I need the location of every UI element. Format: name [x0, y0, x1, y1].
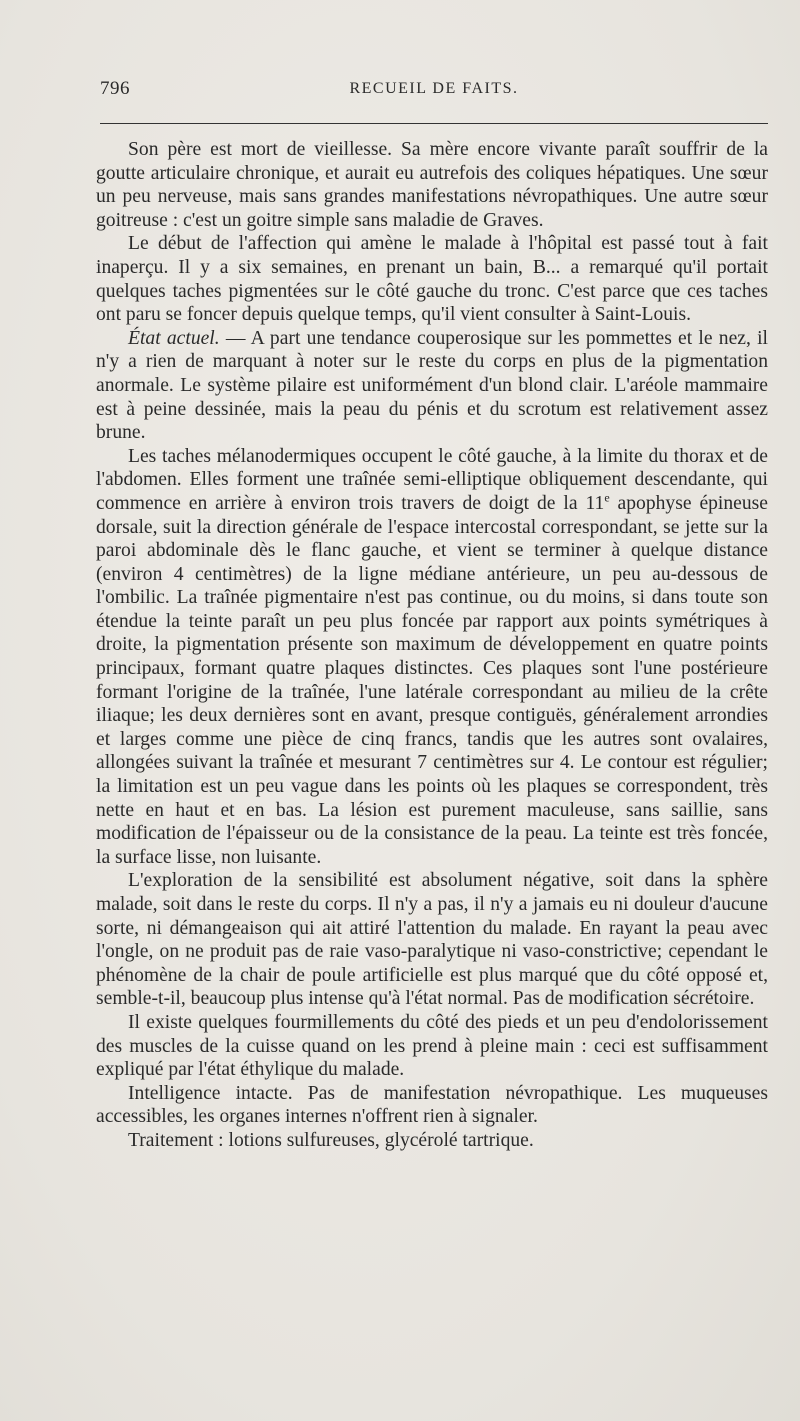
current-state-text: — A part une tendance couperosique sur les pommettes et le nez, il n'y a rien de marquant à noter sur le reste du corps en plus de la pigmentation anormale. Le système pilaire est uniformément d'un blond clair. L'aréole mammaire est à peine dessinée, mais la peau du pénis et du scrotum est relativement assez brune.: [96, 327, 768, 444]
body-text: [96, 138, 768, 1153]
paragraph-intelligence: Intelligence intacte. Pas de manifestation névropathique. Les muqueuses accessibles, les organes internes n'offrent rien à signaler.: [96, 1082, 768, 1128]
paragraph-sensibility: L'exploration de la sensibilité est absolument négative, soit dans la sphère malade, soit dans le reste du corps. Il n'y a pas, il n'y a jamais eu ni douleur d'aucune sorte, ni démangeaison qui ait attiré l'attention du malade. En rayant la peau avec l'ongle, on ne produit pas de raie vaso-paralytique ni vaso-constrictive; cependant le phénomène de la chair de poule artificielle est plus marqué que du côté opposé et, semble-t-il, beaucoup plus intense qu'à l'état normal. Pas de modification sécrétoire.: [96, 870, 768, 1010]
ordinal-superscript: e: [604, 490, 610, 505]
current-state-heading: État actuel.: [128, 327, 220, 349]
paragraph-lesions: [96, 445, 768, 870]
paragraph-treatment: Traitement : lotions sulfureuses, glycérolé tartrique.: [128, 1129, 534, 1151]
page-number: 796: [100, 78, 130, 99]
paragraph-current-state: [96, 327, 768, 445]
paragraph-onset: Le début de l'affection qui amène le malade à l'hôpital est passé tout à fait inaperçu. Il y a six semaines, en prenant un bain, B... a remarqué qu'il portait quelques taches pigmentées sur le côté gauche du tronc. C'est parce que ces taches ont paru se foncer depuis quelque temps, qu'il vient consulter à Saint-Louis.: [96, 233, 768, 326]
lesions-text-b: apophyse épineuse dorsale, suit la direction générale de l'espace intercostal correspondant, se jette sur la paroi abdominale dès le flanc gauche, et vient se terminer à quelque distance (environ 4 centimètres) de la ligne médiane antérieure, un peu au-dessous de l'ombilic. La traînée pigmentaire n'est pas continue, ou du moins, si dans toute son étendue la teinte paraît un peu plus foncée par rapport aux points symétriques à droite, la pigmentation présente son maximum de développement en quatre points principaux, formant quatre plaques distinctes. Ces plaques sont l'une postérieure formant l'origine de la traînée, l'une latérale correspondant au milieu de la crête iliaque; les deux dernières sont en avant, presque contiguës, généralement arrondies et larges comme une pièce de cinq francs, tandis que les autres sont ovalaires, allongées suivant la traînée et mesurant 7 centimètres sur 4. Le contour est régulier; la limitation est un peu vague dans les points où les plaques se correspondent, très nette en haut et en bas. La lésion est purement maculeuse, sans saillie, sans modification de l'épaisseur ou de la consistance de la peau. La teinte est très foncée, la surface lisse, non luisante.: [96, 492, 768, 868]
paragraph-family-history: Son père est mort de vieillesse. Sa mère encore vivante paraît souffrir de la goutte articulaire chronique, et aurait eu autrefois des coliques hépatiques. Une sœur un peu nerveuse, mais sans grandes manifestations névropathiques. Une autre sœur goitreuse : c'est un goitre simple sans maladie de Graves.: [96, 139, 768, 231]
paragraph-tingling: Il existe quelques fourmillements du côté des pieds et un peu d'endolorissement des muscles de la cuisse quand on les prend à pleine main : ceci est suffisamment expliqué par l'état éthylique du malade.: [96, 1011, 768, 1081]
lesions-text-a: Les taches mélanodermiques occupent le côté gauche, à la limite du thorax et de l'abdomen. Elles forment une traînée semi-elliptique obliquement descendante, qui commence en arrière à environ trois travers de doigt de la 11: [96, 445, 768, 514]
header-rule: [100, 123, 768, 124]
page-header: [100, 78, 768, 108]
running-title: RECUEIL DE FAITS.: [349, 80, 519, 97]
